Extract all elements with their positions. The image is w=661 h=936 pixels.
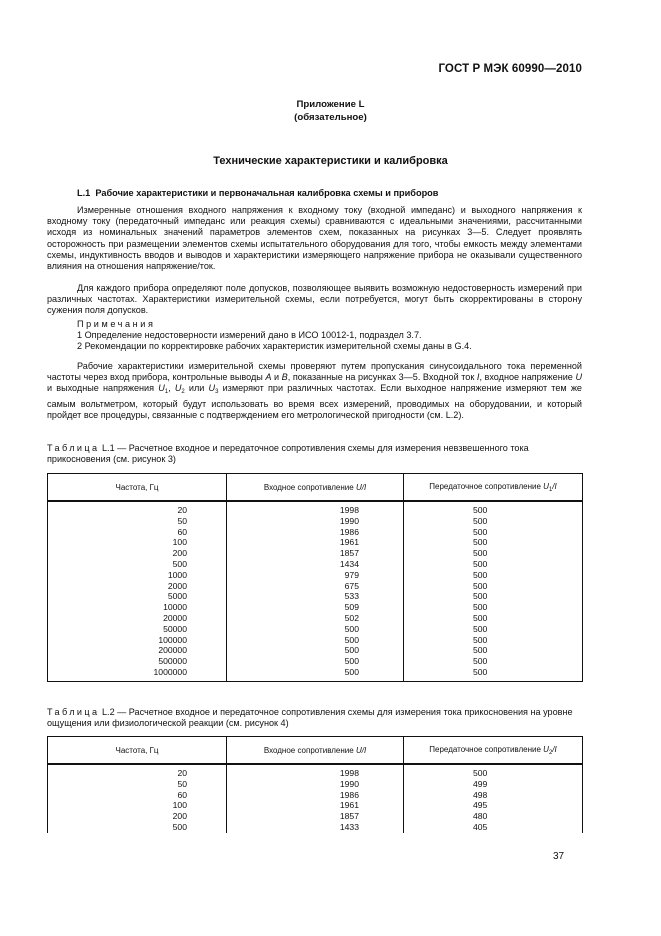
transfer-resistance-cell-value: 500	[473, 656, 488, 667]
transfer-resistance-cell-value: 500	[473, 623, 488, 634]
transfer-resistance-cell-value: 500	[473, 558, 488, 569]
transfer-resistance-cell	[404, 527, 583, 538]
table-row	[48, 811, 583, 822]
frequency-cell-value: 20000	[163, 612, 187, 623]
frequency-cell-value: 60	[177, 526, 187, 537]
transfer-resistance-cell-value: 500	[473, 612, 488, 623]
input-resistance-cell	[227, 822, 404, 833]
input-resistance-cell	[227, 581, 404, 592]
frequency-cell	[48, 570, 227, 581]
annex-title: Приложение L	[296, 99, 365, 110]
input-resistance-cell-value: 1990	[339, 778, 359, 789]
frequency-cell-value: 50000	[163, 623, 187, 634]
transfer-resistance-cell	[404, 645, 583, 656]
frequency-cell	[48, 656, 227, 667]
transfer-resistance-cell	[404, 811, 583, 822]
input-resistance-cell	[227, 811, 404, 822]
frequency-cell	[48, 581, 227, 592]
transfer-resistance-cell	[404, 602, 583, 613]
input-resistance-cell-value: 1434	[339, 558, 359, 569]
table-row	[48, 779, 583, 790]
page-number: 37	[553, 851, 565, 862]
frequency-cell-value: 1000000	[153, 666, 187, 677]
table2-header-input-resistance: Входное сопротивление U/I	[227, 737, 404, 765]
paragraph-3-text: Рабочие характеристики измерительной схемы проверяют путем пропускания синусоидального тока переменной частоты через вход прибора, контрольные выводы A и B, показанные на рисунках 3—5. Входной ток I, входное напряжение U и выходные напряжения $U_1$, $U_2$ или $U_3$ измеряют при различных частотах. Если выходное напряжение измеряют тем же самым вольтметром, который будут использовать во время всех измерений, проводимых на оборудовании, и который пройдет все процедуры, связанные с подтверждением его метрологической пригодности (см. L.2).	[47, 361, 583, 420]
subsection-title: Рабочие характеристики и первоначальная калибровка схемы и приборов	[95, 188, 439, 198]
input-resistance-cell-value: 1998	[339, 505, 359, 515]
table2-header-row	[48, 737, 583, 765]
table-row	[48, 581, 583, 592]
transfer-resistance-cell-value: 500	[473, 580, 488, 591]
transfer-resistance-cell-value: 499	[473, 778, 488, 789]
transfer-resistance-cell-value: 500	[473, 537, 488, 548]
frequency-cell-value: 50	[177, 515, 187, 526]
frequency-cell-value: 100000	[158, 634, 187, 645]
input-resistance-cell	[227, 613, 404, 624]
input-resistance-cell-value: 500	[344, 666, 359, 677]
input-resistance-cell	[227, 645, 404, 656]
input-resistance-cell-value: 1986	[339, 526, 359, 537]
transfer-resistance-cell-value: 500	[473, 591, 488, 602]
frequency-cell	[48, 602, 227, 613]
transfer-resistance-cell-value: 500	[473, 645, 488, 656]
input-resistance-cell	[227, 501, 404, 516]
table2-header-frequency: Частота, Гц	[48, 737, 227, 765]
input-resistance-cell-value: 1433	[339, 821, 359, 832]
input-resistance-cell	[227, 667, 404, 681]
input-resistance-cell-value: 500	[344, 656, 359, 667]
input-resistance-cell	[227, 602, 404, 613]
paragraph-1-text: Измеренные отношения входного напряжения к входному току (входной импеданс) и выходного напряжения к входному току (передаточный импеданс или реакция схемы) сравниваются с идеальными значениями, рассчитанными исходя из номинальных значений параметров элементов схем, показанных на рисунках 3—5. Следует проявлять осторожность при размещении элементов схемы испытательного оборудования для того, чтобы емкость между элементами схемы, индуктивность вводов и выводов и характеристики измеряющего напряжение прибора не оказывали существенного влияния на отношения напряжение/ток.	[47, 205, 582, 272]
frequency-cell	[48, 779, 227, 790]
transfer-resistance-cell-value: 500	[473, 666, 488, 677]
transfer-resistance-cell-value: 480	[473, 811, 488, 822]
transfer-resistance-cell-value: 500	[473, 548, 488, 559]
transfer-resistance-cell	[404, 635, 583, 646]
frequency-cell-value: 50	[177, 778, 187, 789]
input-resistance-cell-value: 1990	[339, 515, 359, 526]
transfer-resistance-cell	[404, 559, 583, 570]
table-row	[48, 613, 583, 624]
frequency-cell	[48, 501, 227, 516]
frequency-cell	[48, 764, 227, 779]
table2-body	[48, 764, 583, 833]
frequency-cell	[48, 624, 227, 635]
transfer-resistance-cell	[404, 613, 583, 624]
frequency-cell	[48, 591, 227, 602]
transfer-resistance-cell	[404, 779, 583, 790]
input-resistance-cell	[227, 570, 404, 581]
frequency-cell-value: 500	[172, 558, 187, 569]
frequency-cell-value: 2000	[167, 580, 187, 591]
frequency-cell	[48, 645, 227, 656]
frequency-cell-value: 10000	[163, 602, 187, 613]
frequency-cell-value: 500000	[158, 656, 187, 667]
transfer-resistance-cell-value: 500	[473, 634, 488, 645]
frequency-cell-value: 500	[172, 821, 187, 832]
input-resistance-cell-value: 1857	[339, 811, 359, 822]
note-item-2: 2 Рекомендации по корректировке рабочих характеристик измерительной схемы даны в G.4.	[77, 341, 472, 352]
subsection-number: L.1	[77, 188, 91, 198]
paragraph-2	[47, 283, 582, 317]
transfer-resistance-cell	[404, 822, 583, 833]
frequency-cell	[48, 548, 227, 559]
input-resistance-cell-value: 1986	[339, 789, 359, 800]
input-resistance-cell	[227, 548, 404, 559]
frequency-cell-value: 20	[177, 505, 187, 515]
input-resistance-cell	[227, 764, 404, 779]
frequency-cell	[48, 516, 227, 527]
table1-header-row	[48, 474, 583, 502]
table1	[47, 473, 583, 682]
transfer-resistance-cell-value: 500	[473, 515, 488, 526]
table1-header-frequency: Частота, Гц	[48, 474, 227, 502]
table1-header-transfer-resistance: Передаточное сопротивление $U_1/I$	[404, 474, 583, 502]
input-resistance-cell	[227, 790, 404, 801]
table1-caption-label: Таблица	[47, 443, 100, 453]
transfer-resistance-cell	[404, 764, 583, 779]
table-row	[48, 501, 583, 516]
paragraph-1	[47, 205, 582, 272]
table-row	[48, 656, 583, 667]
table-row	[48, 591, 583, 602]
input-resistance-cell	[227, 624, 404, 635]
transfer-resistance-cell-value: 500	[473, 505, 488, 515]
input-resistance-cell-value: 500	[344, 623, 359, 634]
transfer-resistance-cell	[404, 516, 583, 527]
notes-heading: Примечания	[77, 319, 156, 329]
standard-designation: ГОСТ Р МЭК 60990—2010	[438, 63, 582, 75]
input-resistance-cell	[227, 537, 404, 548]
frequency-cell	[48, 527, 227, 538]
transfer-resistance-cell	[404, 800, 583, 811]
table1-caption	[47, 443, 587, 465]
table2-header-transfer-resistance: Передаточное сопротивление $U_2/I$	[404, 737, 583, 765]
transfer-resistance-cell-value: 500	[473, 768, 488, 778]
table-row	[48, 764, 583, 779]
transfer-resistance-cell	[404, 548, 583, 559]
input-resistance-cell	[227, 779, 404, 790]
frequency-cell	[48, 667, 227, 681]
frequency-cell-value: 200	[172, 811, 187, 822]
input-resistance-cell-value: 979	[344, 569, 359, 580]
frequency-cell	[48, 811, 227, 822]
input-resistance-cell-value: 502	[344, 612, 359, 623]
frequency-cell	[48, 822, 227, 833]
frequency-cell	[48, 635, 227, 646]
table-row	[48, 548, 583, 559]
table1-caption-text: L.1 — Расчетное входное и передаточное сопротивления схемы для измерения невзвешенного тока прикосновения (см. рисунок 3)	[47, 443, 529, 465]
input-resistance-cell-value: 500	[344, 645, 359, 656]
input-resistance-cell-value: 675	[344, 580, 359, 591]
frequency-cell	[48, 537, 227, 548]
input-resistance-cell	[227, 559, 404, 570]
transfer-resistance-cell	[404, 501, 583, 516]
input-resistance-cell	[227, 656, 404, 667]
table2-caption	[47, 707, 587, 729]
table-row	[48, 822, 583, 833]
table-row	[48, 790, 583, 801]
frequency-cell	[48, 559, 227, 570]
paragraph-2-text: Для каждого прибора определяют поле допусков, позволяющее выявить возможную недостоверность измерений при различных частотах. Характеристики измерительной схемы, если потребуется, могут быть скорректированы в сторону сужения поля допусков.	[47, 283, 582, 316]
annex-status: (обязательное)	[294, 112, 367, 123]
input-resistance-cell-value: 1857	[339, 548, 359, 559]
table-row	[48, 516, 583, 527]
table-row	[48, 800, 583, 811]
table-row	[48, 624, 583, 635]
frequency-cell-value: 200	[172, 548, 187, 559]
frequency-cell	[48, 613, 227, 624]
frequency-cell-value: 100	[172, 537, 187, 548]
table-row	[48, 635, 583, 646]
input-resistance-cell-value: 1961	[339, 537, 359, 548]
table2	[47, 736, 583, 833]
table1-header-input-resistance: Входное сопротивление U/I	[227, 474, 404, 502]
table-row	[48, 602, 583, 613]
frequency-cell-value: 100	[172, 800, 187, 811]
table-row	[48, 645, 583, 656]
transfer-resistance-cell	[404, 624, 583, 635]
input-resistance-cell-value: 1961	[339, 800, 359, 811]
section-title: Технические характеристики и калибровка	[213, 155, 448, 167]
subsection-heading	[77, 188, 438, 198]
transfer-resistance-cell-value: 500	[473, 602, 488, 613]
frequency-cell-value: 1000	[167, 569, 187, 580]
note-item-1: 1 Определение недостоверности измерений дано в ИСО 10012-1, подраздел 3.7.	[77, 330, 422, 341]
transfer-resistance-cell-value: 405	[473, 821, 488, 832]
input-resistance-cell-value: 533	[344, 591, 359, 602]
input-resistance-cell	[227, 635, 404, 646]
table-row	[48, 527, 583, 538]
input-resistance-cell	[227, 516, 404, 527]
transfer-resistance-cell-value: 500	[473, 569, 488, 580]
input-resistance-cell	[227, 800, 404, 811]
transfer-resistance-cell-value: 495	[473, 800, 488, 811]
table-row	[48, 559, 583, 570]
transfer-resistance-cell	[404, 537, 583, 548]
frequency-cell-value: 60	[177, 789, 187, 800]
table2-caption-label: Таблица	[47, 707, 100, 717]
frequency-cell-value: 200000	[158, 645, 187, 656]
transfer-resistance-cell-value: 498	[473, 789, 488, 800]
input-resistance-cell-value: 1998	[339, 768, 359, 778]
transfer-resistance-cell-value: 500	[473, 526, 488, 537]
input-resistance-cell	[227, 591, 404, 602]
table-row	[48, 537, 583, 548]
frequency-cell-value: 20	[177, 768, 187, 778]
table1-body	[48, 501, 583, 681]
frequency-cell	[48, 790, 227, 801]
transfer-resistance-cell	[404, 581, 583, 592]
input-resistance-cell	[227, 527, 404, 538]
frequency-cell-value: 5000	[167, 591, 187, 602]
table-row	[48, 570, 583, 581]
notes-block	[77, 319, 472, 353]
table-row	[48, 667, 583, 681]
transfer-resistance-cell	[404, 570, 583, 581]
transfer-resistance-cell	[404, 790, 583, 801]
transfer-resistance-cell	[404, 667, 583, 681]
paragraph-3	[47, 361, 582, 421]
table2-caption-text: L.2 — Расчетное входное и передаточное сопротивления схемы для измерения тока прикосновения на уровне ощущения или физиологической реакции (см. рисунок 4)	[47, 707, 573, 729]
input-resistance-cell-value: 500	[344, 634, 359, 645]
transfer-resistance-cell	[404, 656, 583, 667]
input-resistance-cell-value: 509	[344, 602, 359, 613]
frequency-cell	[48, 800, 227, 811]
transfer-resistance-cell	[404, 591, 583, 602]
